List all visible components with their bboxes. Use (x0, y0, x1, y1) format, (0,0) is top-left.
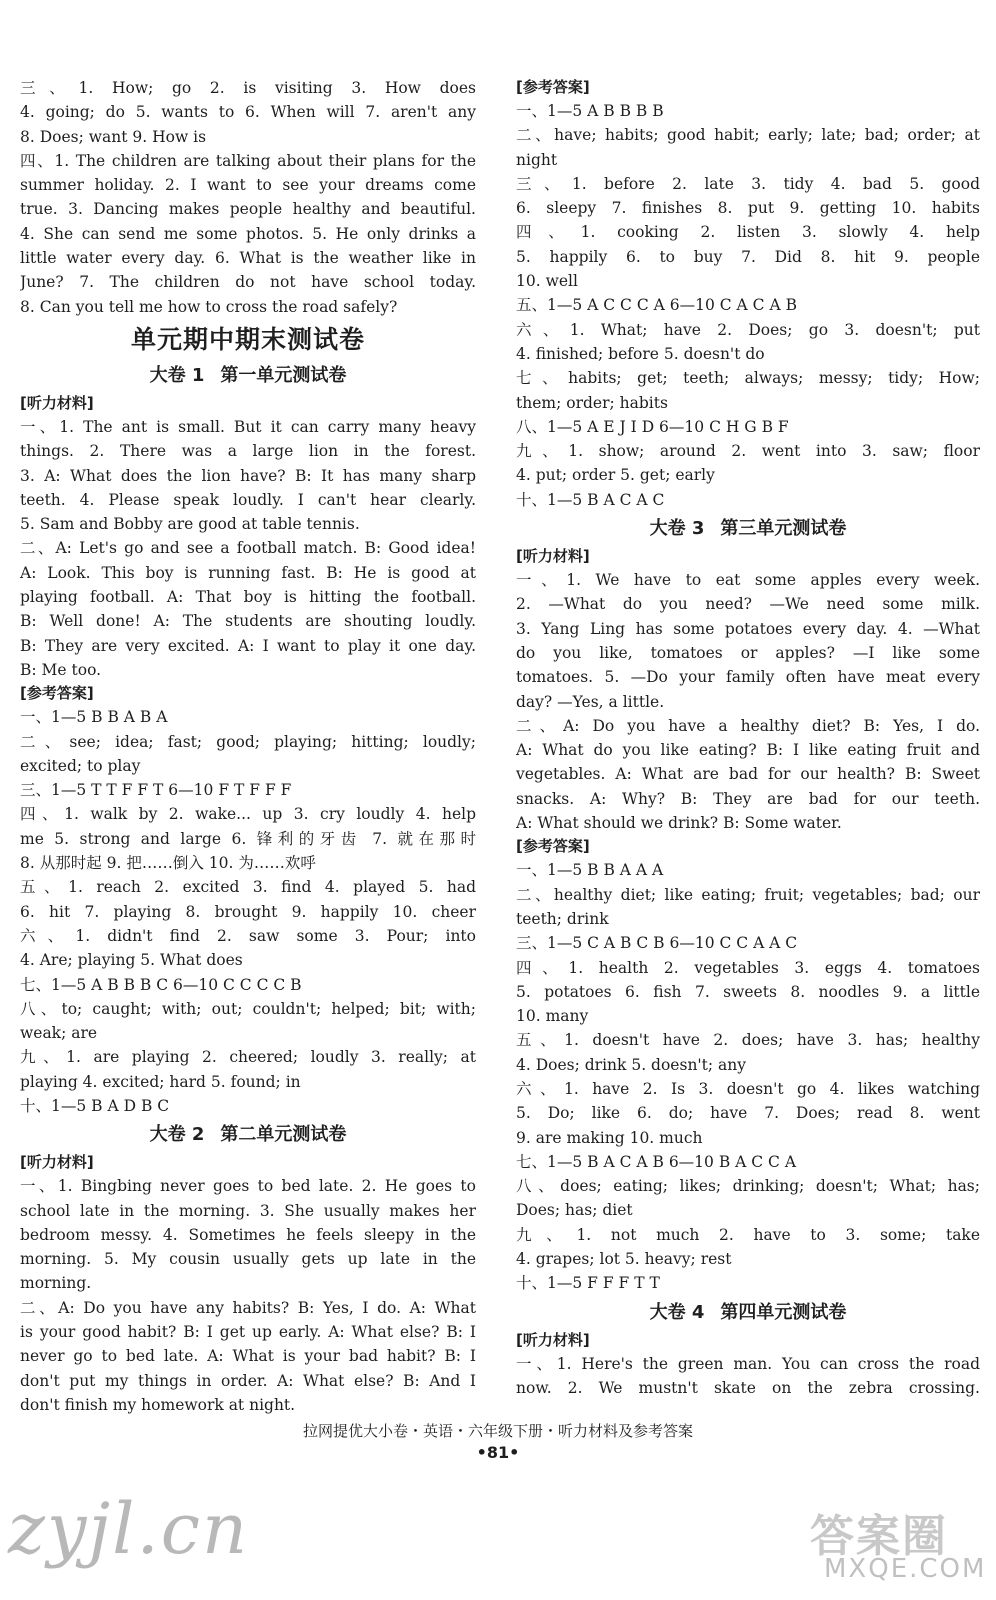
text-line: 4. grapes; lot 5. heavy; rest (516, 1250, 732, 1269)
text-line: 九、1. show; around 2. went into 3. saw; floor (516, 442, 980, 461)
section-heading (20, 1120, 476, 1150)
text-line: 三、1. before 2. late 3. tidy 4. bad 5. good (516, 174, 980, 193)
text-line: 九、1. not much 2. have to 3. some; take (516, 1225, 980, 1244)
text-line: 一、1—5 B B A A A (516, 861, 664, 880)
text-line: 二、healthy diet; like eating; fruit; vegetables; bad; our (516, 885, 980, 904)
text-line: 4. She can send me some photos. 5. He only drinks a (20, 224, 476, 243)
text-line: 三、1—5 C A B C B 6—10 C C A A C (516, 934, 798, 953)
text-line: teeth; drink (516, 909, 609, 928)
text-line: 四、1. health 2. vegetables 3. eggs 4. tomatoes (516, 958, 980, 977)
text-line: teeth. 4. Please speak loudly. I can't hear clearly. (20, 490, 476, 509)
text-line: 8. Does; want 9. How is (20, 127, 207, 146)
text-line: 七、1—5 A B B B C 6—10 C C C C B (20, 975, 302, 994)
text-line: 五、1—5 A C C C A 6—10 C A C A B (516, 296, 797, 315)
text-line: excited; to play (20, 756, 141, 775)
text-line: 二、A: Let's go and see a football match. B: Good idea! (20, 539, 476, 558)
text-line: 八、to; caught; with; out; couldn't; helped; bit; with; (20, 999, 476, 1018)
text-line: 十、1—5 B A D B C (20, 1096, 170, 1115)
text-line: 2. —What do you need? —We need some milk. (516, 595, 980, 614)
text-line: 三、1. How; go 2. is visiting 3. How does (20, 79, 476, 97)
section-title: 第二单元测试卷 (220, 1124, 347, 1146)
main-heading: 单元期中期末测试卷 (130, 324, 365, 354)
text-line: morning. 5. My cousin usually gets up late in the (20, 1250, 476, 1269)
text-line: 二、have; habits; good habit; early; late; bad; order; at (516, 126, 980, 145)
text-line: B: Well done! A: The students are shouting loudly. (20, 612, 476, 631)
text-line: 4. Are; playing 5. What does (20, 951, 243, 970)
text-line: 二、see; idea; fast; good; playing; hitting; loudly; (20, 732, 476, 751)
text-line: 一、1. Here's the green man. You can cross the road (516, 1354, 980, 1373)
text-line: now. 2. We mustn't skate on the zebra crossing. (516, 1378, 980, 1397)
text-line: vegetables. A: What are bad for our health? B: Sweet (516, 765, 980, 784)
text-line: 十、1—5 F F F T T (516, 1274, 660, 1293)
text-line: 4. finished; before 5. doesn't do (516, 344, 765, 363)
text-line: is your good habit? B: I get up early. A: What else? B: I (20, 1323, 476, 1342)
text-line: A: Look. This boy is running fast. B: He is good at (20, 563, 476, 582)
text-line: 六、1. didn't find 2. saw some 3. Pour; into (20, 926, 476, 945)
text-line: 一、1. The ant is small. But it can carry many heavy (20, 417, 476, 436)
text-line: don't finish my homework at night. (20, 1395, 296, 1414)
text-line: bedroom messy. 4. Sometimes he feels sleepy in the (20, 1225, 476, 1244)
text-line: 8. 从那时起 9. 把……倒入 10. 为……欢呼 (20, 854, 316, 873)
text-line: day? —Yes, a little. (516, 692, 665, 711)
text-line: little water every day. 6. What is the weather like in (20, 249, 476, 268)
text-line: 3. A: What does the lion have? B: It has many sharp (20, 466, 476, 485)
text-line: 6. hit 7. playing 8. brought 9. happily 10. cheer (20, 902, 476, 921)
text-line: 4. put; order 5. get; early (516, 466, 715, 485)
section-heading (20, 361, 476, 391)
left-column (20, 76, 476, 1417)
text-line: 8. Can you tell me how to cross the road safely? (20, 297, 398, 316)
watermark-right (804, 1500, 987, 1590)
section-heading (516, 1298, 980, 1328)
watermark-left: zyjl.cn (8, 1488, 250, 1570)
text-line: 一、1—5 A B B B B (516, 102, 664, 120)
text-line: 5. Do; like 6. do; have 7. Does; read 8. went (516, 1104, 980, 1123)
text-line: 十、1—5 B A C A C (516, 490, 665, 509)
text-line: school late in the morning. 3. She usually makes her (20, 1201, 476, 1220)
text-line: 一、1. Bingbing never goes to bed late. 2. He goes to (20, 1177, 476, 1196)
text-line: 10. well (516, 272, 578, 291)
text-line: B: Me too. (20, 660, 102, 679)
text-line: 七、1—5 B A C A B 6—10 B A C C A (516, 1152, 797, 1171)
text-line: 五、1. reach 2. excited 3. find 4. played 5. had (20, 878, 476, 897)
text-line: 4. going; do 5. wants to 6. When will 7. aren't any (20, 103, 476, 122)
text-line: never go to bed late. A: What is your bad habit? B: I (20, 1347, 476, 1366)
bracket-label: [参考答案] (20, 684, 94, 703)
text-line: Does; has; diet (516, 1201, 633, 1220)
section-title: 第三单元测试卷 (720, 518, 847, 540)
text-line: tomatoes. 5. —Do your family often have meat every (516, 668, 980, 687)
watermark-right-title: 答案圈 (810, 1511, 948, 1562)
text-line: 六、1. What; have 2. Does; go 3. doesn't; put (516, 320, 980, 339)
watermark-right-url: MXQE.COM (824, 1554, 987, 1584)
text-line: night (516, 150, 558, 169)
text-line: 一、1—5 B B A B A (20, 708, 168, 727)
text-line: 3. Yang Ling has some potatoes every day. 4. —What (516, 619, 980, 638)
text-line: 5. happily 6. to buy 7. Did 8. hit 9. people (516, 247, 980, 266)
text-line: 四、1. cooking 2. listen 3. slowly 4. help (516, 223, 980, 242)
section-number: 大卷 3 (649, 518, 705, 540)
bracket-label: [听力材料] (516, 1330, 590, 1349)
text-line: 五、1. doesn't have 2. does; have 3. has; healthy (516, 1031, 980, 1050)
page-number: •81• (476, 1443, 520, 1462)
right-column (516, 76, 980, 1400)
section-title: 第四单元测试卷 (720, 1301, 847, 1323)
page-footer (0, 1420, 996, 1464)
text-line: 9. are making 10. much (516, 1128, 703, 1147)
text-line: 二、A: Do you have a healthy diet? B: Yes, I do. (516, 716, 980, 735)
text-line: 5. potatoes 6. fish 7. sweets 8. noodles 9. a little (516, 982, 980, 1001)
section-number: 大卷 4 (649, 1301, 705, 1323)
bracket-label: [听力材料] (20, 393, 94, 412)
text-line: 八、1—5 A E J I D 6—10 C H G B F (516, 417, 789, 436)
section-heading (516, 514, 980, 544)
text-line: 6. sleepy 7. finishes 8. put 9. getting 10. habits (516, 199, 980, 218)
text-line: 10. many (516, 1007, 589, 1026)
text-line: playing 4. excited; hard 5. found; in (20, 1072, 301, 1091)
text-line: don't put my things in order. A: What else? B: And I (20, 1371, 476, 1390)
text-line: weak; are (20, 1024, 98, 1043)
text-line: 六、1. have 2. Is 3. doesn't go 4. likes watching (516, 1079, 980, 1098)
footer-subtitle: 拉网提优大小卷・英语・六年级下册・听力材料及参考答案 (302, 1422, 693, 1440)
section-title: 第一单元测试卷 (220, 364, 347, 386)
text-line: 5. Sam and Bobby are good at table tennis. (20, 515, 360, 534)
bracket-label: [听力材料] (516, 547, 590, 566)
text-line: 一、1. We have to eat some apples every week. (516, 571, 980, 590)
text-line: 三、1—5 T T F F T 6—10 F T F F F (20, 781, 292, 800)
text-line: summer holiday. 2. I want to see your dreams come (20, 176, 476, 195)
text-line: 七、habits; get; teeth; always; messy; tidy; How; (516, 369, 980, 388)
text-line: snacks. A: Why? B: They are bad for our teeth. (516, 789, 980, 808)
text-line: morning. (20, 1274, 92, 1293)
text-line: A: What do you like eating? B: I like eating fruit and (516, 741, 980, 760)
text-line: 四、1. walk by 2. wake... up 3. cry loudly 4. help (20, 805, 476, 824)
bracket-label: [参考答案] (516, 78, 590, 96)
text-line: 4. Does; drink 5. doesn't; any (516, 1055, 747, 1074)
text-line: them; order; habits (516, 393, 668, 412)
text-line: 四、1. The children are talking about their plans for the (20, 151, 476, 170)
text-line: do you like, tomatoes or apples? —I like some (516, 643, 980, 662)
text-line: 八、does; eating; likes; drinking; doesn't; What; has; (516, 1177, 980, 1196)
text-line: A: What should we drink? B: Some water. (516, 814, 842, 833)
bracket-label: [参考答案] (516, 837, 590, 856)
text-line: things. 2. There was a large lion in the forest. (20, 442, 476, 461)
bracket-label: [听力材料] (20, 1153, 94, 1172)
text-line: 二、A: Do you have any habits? B: Yes, I do. A: What (20, 1298, 476, 1317)
text-line: B: They are very excited. A: I want to play it one day. (20, 636, 476, 655)
text-line: true. 3. Dancing makes people healthy and beautiful. (20, 200, 476, 219)
text-line: 九、1. are playing 2. cheered; loudly 3. really; at (20, 1048, 476, 1067)
section-number: 大卷 2 (149, 1124, 205, 1146)
text-line: June? 7. The children do not have school today. (20, 273, 476, 292)
section-number: 大卷 1 (149, 364, 205, 386)
text-line: playing football. A: That boy is hitting the football. (20, 588, 476, 607)
text-line: me 5. strong and large 6. 锋利的牙齿 7. 就在那时 (20, 829, 476, 848)
